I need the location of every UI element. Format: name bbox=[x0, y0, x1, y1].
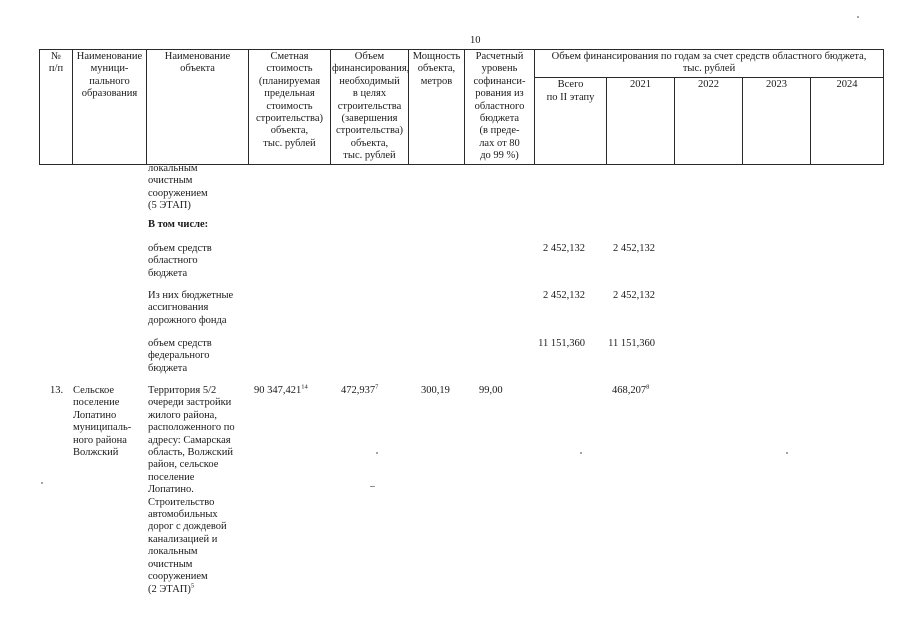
header-col-cofinancing: Расчетный уровень софинанси- рования из областного бюджета (в преде- лах от 80 до 99 %) bbox=[465, 50, 535, 165]
header-col-num: № п/п bbox=[40, 50, 73, 165]
scan-speck bbox=[857, 16, 859, 18]
scan-speck bbox=[376, 452, 378, 454]
road-fund-label: Из них бюджетные ассигнования дорожного фонда bbox=[148, 290, 234, 326]
header-col-financing-volume: Объем финансирования, необходимый в целях строительства (завершения строительства) объекта, тыс. рублей bbox=[331, 50, 409, 165]
header-col-2021: 2021 bbox=[607, 78, 675, 164]
header-col-municipality: Наименование муници- пального образования bbox=[73, 50, 147, 165]
header-col-2023: 2023 bbox=[743, 78, 811, 164]
including-label: В том числе: bbox=[148, 219, 209, 230]
federal-budget-2021: 11 151,360 bbox=[608, 338, 655, 349]
header-col-2022: 2022 bbox=[675, 78, 743, 164]
page-number: 10 bbox=[470, 35, 481, 46]
continuation-object-text: локальным очистным сооружением (5 ЭТАП) bbox=[148, 163, 208, 212]
row-number: 13. bbox=[50, 385, 64, 396]
cofinancing-level: 99,00 bbox=[479, 385, 503, 396]
federal-budget-total: 11 151,360 bbox=[538, 338, 585, 349]
financing-volume: 472,937$^7$ bbox=[341, 383, 379, 396]
regional-budget-label: объем средств областного бюджета bbox=[148, 243, 212, 279]
header-col-total: Всего по II этапу bbox=[535, 78, 607, 164]
estimated-cost: 90 347,421$^{14}$ bbox=[254, 383, 308, 396]
regional-budget-2021: 2 452,132 bbox=[613, 243, 655, 254]
financing-2021: 468,207$^8$ bbox=[612, 383, 650, 396]
header-col-object: Наименование объекта bbox=[147, 50, 249, 165]
municipality-name: Сельское поселение Лопатино муниципаль- ного района Волжский bbox=[73, 385, 132, 459]
scan-speck bbox=[370, 486, 375, 487]
scan-speck bbox=[786, 452, 788, 454]
table-header bbox=[39, 49, 884, 165]
header-col-estimated-cost: Сметная стоимость (планируемая предельная стоимость строительства) объекта, тыс. рублей bbox=[249, 50, 331, 165]
road-fund-total: 2 452,132 bbox=[543, 290, 585, 301]
regional-budget-total: 2 452,132 bbox=[543, 243, 585, 254]
header-col-capacity: Мощность объекта, метров bbox=[409, 50, 465, 165]
header-col-2024: 2024 bbox=[811, 78, 884, 164]
federal-budget-label: объем средств федерального бюджета bbox=[148, 338, 212, 374]
scan-speck bbox=[580, 452, 582, 454]
object-name: Территория 5/2 очереди застройки жилого района, расположенного по адресу: Самарская область, Волжский район, сельское поселение Лопатино. Строительство автомобильных дорог с дождевой канализацией и локальным очистным сооружением (2 ЭТАП)$^5$ bbox=[148, 385, 235, 595]
capacity: 300,19 bbox=[421, 385, 450, 396]
header-col-financing-by-years: Объем финансирования по годам за счет средств областного бюджета, тыс. рублей bbox=[535, 50, 884, 78]
scan-speck bbox=[41, 482, 43, 484]
road-fund-2021: 2 452,132 bbox=[613, 290, 655, 301]
